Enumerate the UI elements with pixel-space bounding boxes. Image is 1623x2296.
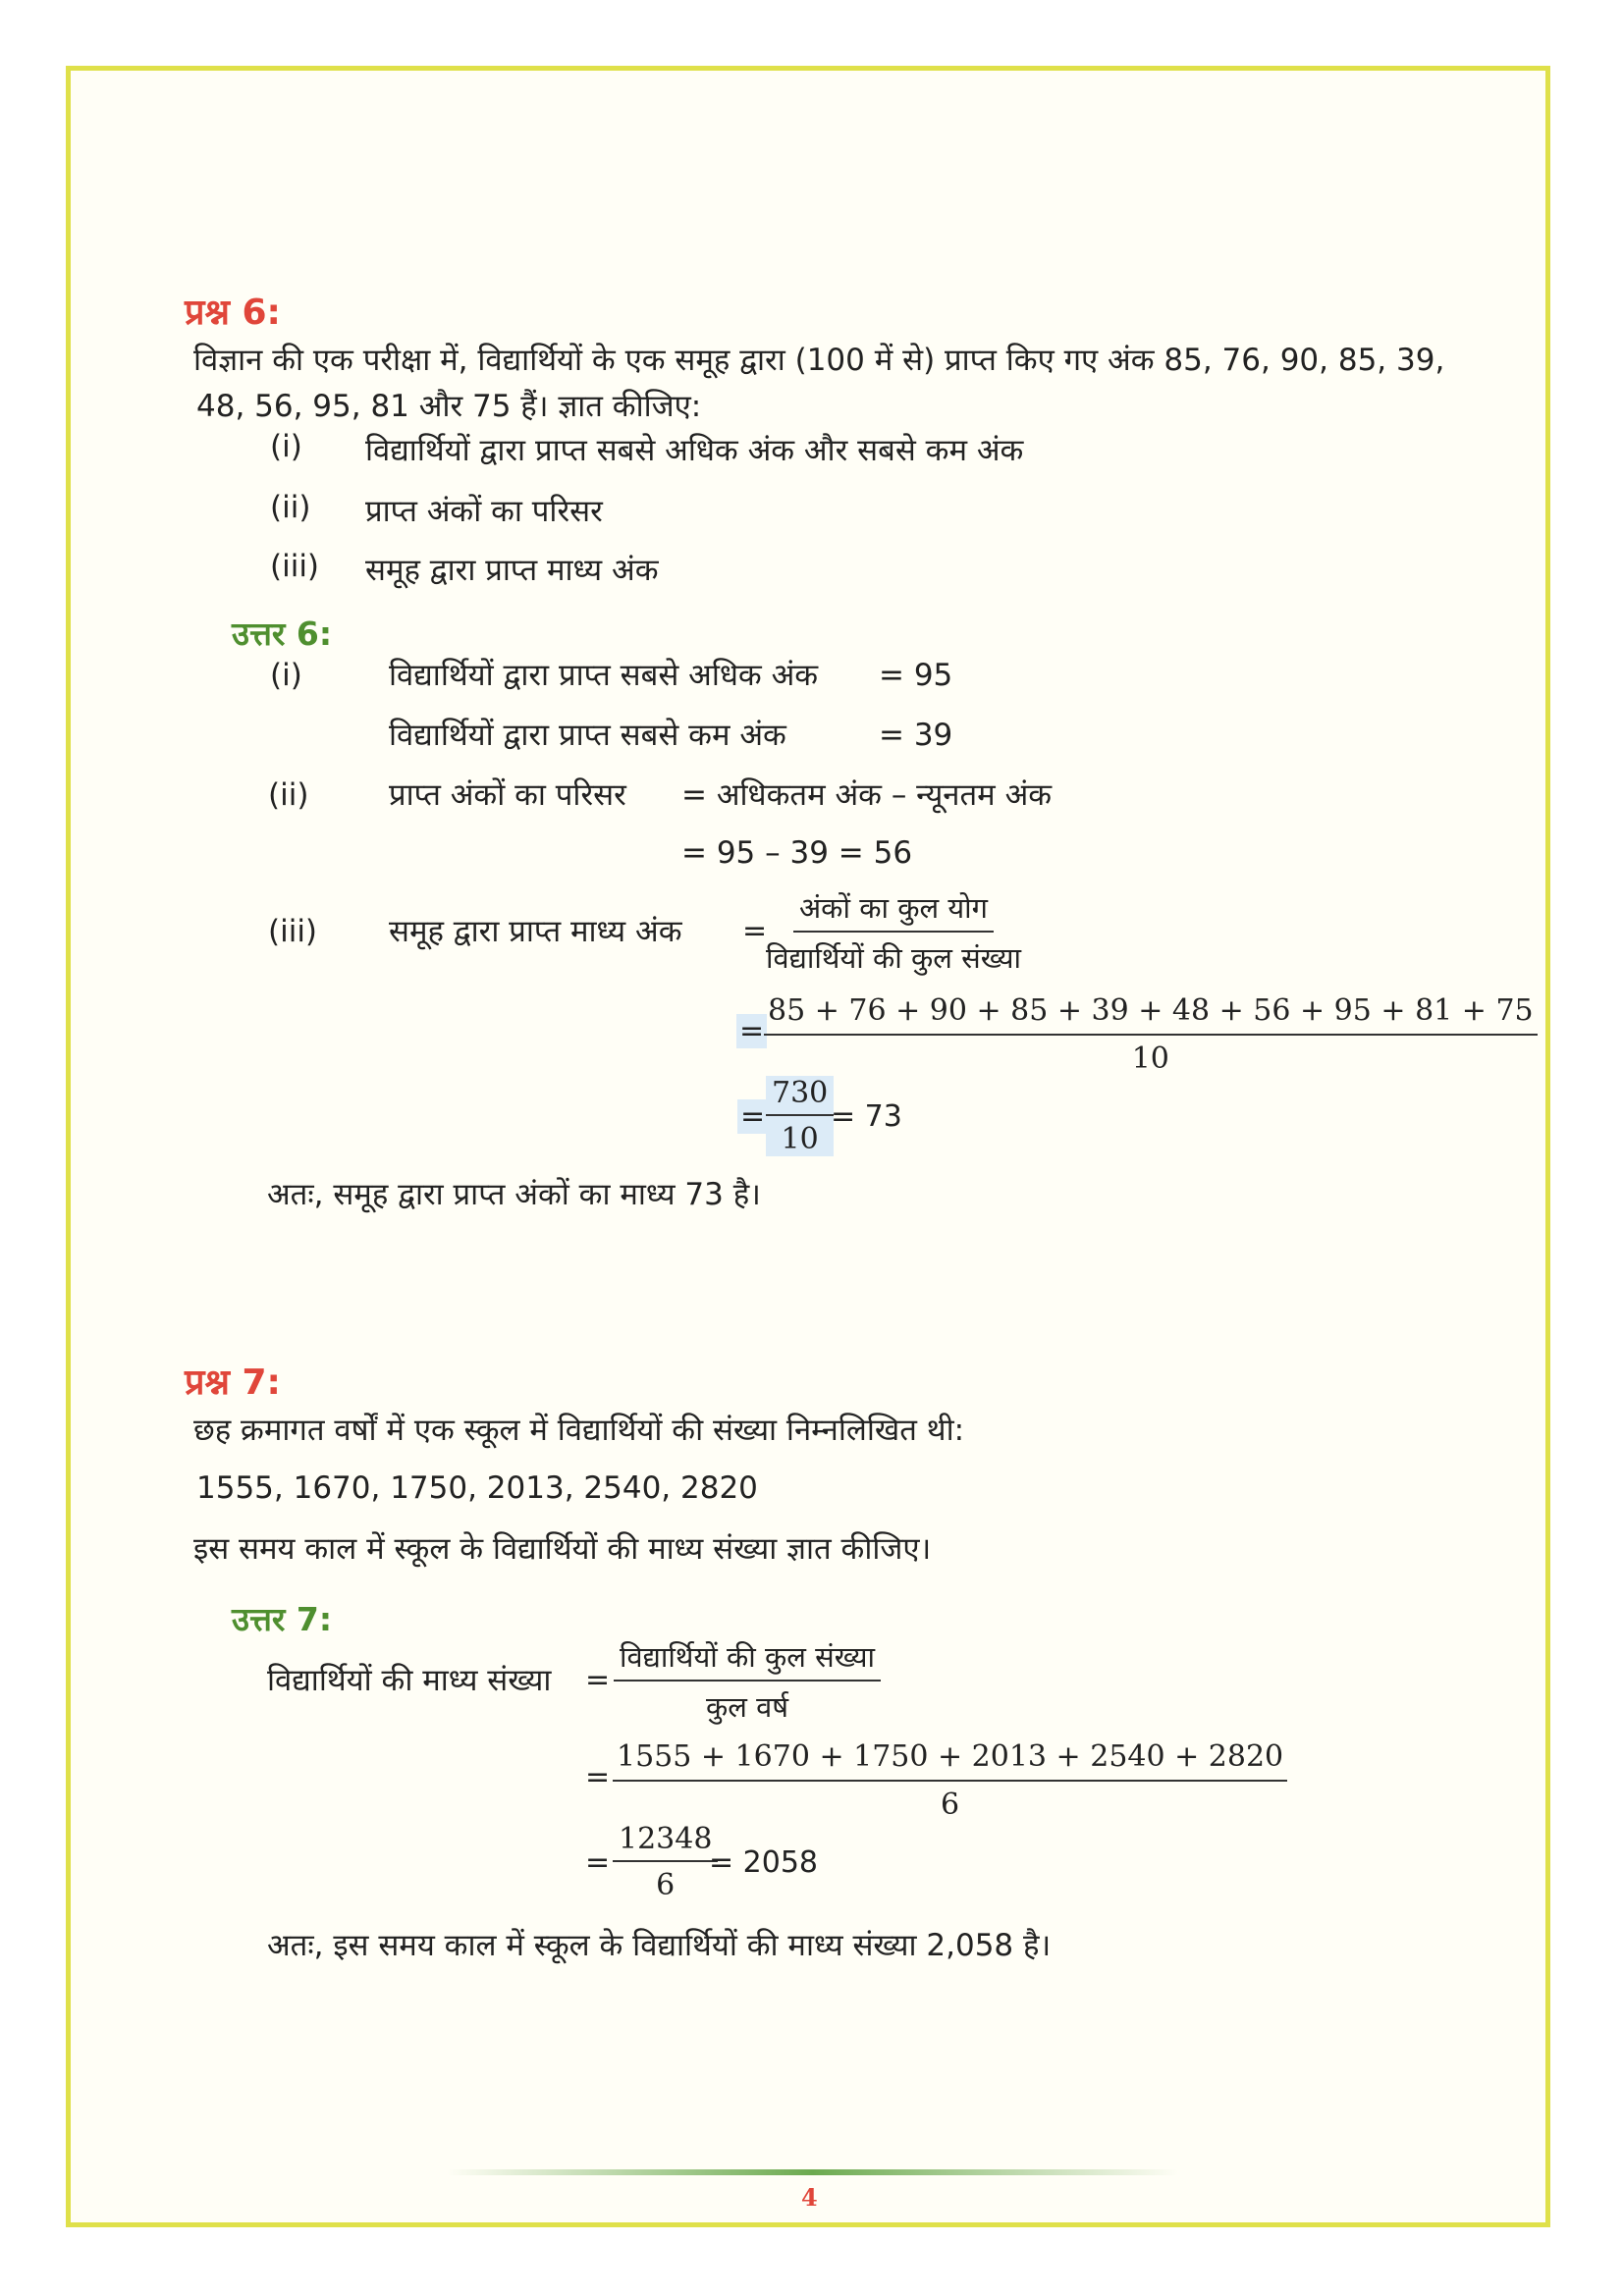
question-7-line1: छह क्रमागत वर्षों में एक स्कूल में विद्यार्थियों की संख्या निम्नलिखित थी: xyxy=(193,1413,965,1448)
a6-equals-sign-1: = xyxy=(742,914,768,948)
a7-total-denominator: 6 xyxy=(656,1868,676,1902)
page-number: 4 xyxy=(801,2183,818,2212)
a6-range-calculation: = 95 – 39 = 56 xyxy=(681,835,913,871)
a6-conclusion: अतः, समूह द्वारा प्राप्त अंकों का माध्य 73 है। xyxy=(267,1177,761,1212)
a6-mean-formula-numerator: अंकों का कुल योग xyxy=(793,888,994,933)
a7-mean-result: = 2058 xyxy=(709,1845,819,1880)
a7-equals-sign-2: = xyxy=(585,1760,611,1794)
q6-item-3-number: (iii) xyxy=(270,549,320,584)
q6-item-1-number: (i) xyxy=(270,429,302,464)
a7-sum-fraction xyxy=(613,1739,1287,1822)
footer-divider xyxy=(447,2169,1178,2175)
a6-lowest-marks-label: विद्यार्थियों द्वारा प्राप्त सबसे कम अंक xyxy=(389,718,786,753)
a7-equals-sign-3: = xyxy=(585,1845,611,1880)
answer-7-heading: उत्तर 7: xyxy=(232,1600,333,1638)
a6-highest-marks-value: = 95 xyxy=(879,658,953,693)
q6-item-2-number: (ii) xyxy=(270,490,311,525)
a6-total-denominator: 10 xyxy=(781,1122,819,1156)
a6-sum-denominator: 10 xyxy=(1131,1041,1169,1076)
a7-mean-label: विद्यार्थियों की माध्य संख्या xyxy=(267,1663,552,1698)
a6-mean-label: समूह द्वारा प्राप्त माध्य अंक xyxy=(389,914,682,949)
a6-total-fraction xyxy=(766,1076,834,1156)
a7-mean-formula-denominator: कुल वर्ष xyxy=(706,1690,789,1724)
a6-sum-numerator: 85 + 76 + 90 + 85 + 39 + 48 + 56 + 95 + 81 + 75 xyxy=(764,993,1538,1036)
question-7-line3: इस समय काल में स्कूल के विद्यार्थियों की माध्य संख्या ज्ञात कीजिए। xyxy=(193,1531,932,1567)
a6-mean-formula-denominator: विद्यार्थियों की कुल संख्या xyxy=(766,941,1022,975)
a7-conclusion: अतः, इस समय काल में स्कूल के विद्यार्थियों की माध्य संख्या 2,058 है। xyxy=(267,1928,1052,1963)
a7-sum-denominator: 6 xyxy=(941,1788,960,1822)
question-7-heading: प्रश्न 7: xyxy=(185,1362,281,1403)
question-7-data-values: 1555, 1670, 1750, 2013, 2540, 2820 xyxy=(196,1470,758,1506)
a7-total-numerator: 12348 xyxy=(613,1822,718,1862)
q6-item-3-text: समूह द्वारा प्राप्त माध्य अंक xyxy=(365,553,659,588)
answer-6-heading: उत्तर 6: xyxy=(232,614,333,653)
a6-part-iii-number: (iii) xyxy=(268,914,318,949)
a6-mean-formula-fraction xyxy=(766,888,1021,977)
a6-mean-result: = 73 xyxy=(831,1099,902,1134)
question-6-heading: प्रश्न 6: xyxy=(185,293,281,333)
a7-mean-formula-numerator: विद्यार्थियों की कुल संख्या xyxy=(614,1637,881,1682)
a7-equals-sign-1: = xyxy=(585,1663,611,1697)
a6-range-label: प्राप्त अंकों का परिसर xyxy=(389,777,626,813)
a7-sum-numerator: 1555 + 1670 + 1750 + 2013 + 2540 + 2820 xyxy=(613,1739,1287,1782)
a6-lowest-marks-value: = 39 xyxy=(879,718,953,753)
a6-sum-fraction xyxy=(764,993,1538,1076)
q6-item-1-text: विद्यार्थियों द्वारा प्राप्त सबसे अधिक अंक और सबसे कम अंक xyxy=(365,433,1024,468)
a6-total-numerator: 730 xyxy=(766,1076,834,1116)
a7-total-fraction xyxy=(613,1822,718,1902)
q6-item-2-text: प्राप्त अंकों का परिसर xyxy=(365,494,603,529)
a6-part-ii-number: (ii) xyxy=(268,777,309,813)
question-6-text-line1: विज्ञान की एक परीक्षा में, विद्यार्थियों के एक समूह द्वारा (100 में से) प्राप्त किए गए अंक 85, 76, 90, 85, 39, xyxy=(193,343,1445,378)
a6-equals-sign-3: = xyxy=(737,1099,768,1134)
a6-highest-marks-label: विद्यार्थियों द्वारा प्राप्त सबसे अधिक अंक xyxy=(389,658,819,693)
question-6-text-line2: 48, 56, 95, 81 और 75 हैं। ज्ञात कीजिए: xyxy=(196,389,702,424)
a6-equals-sign-2: = xyxy=(736,1014,767,1048)
a6-part-i-number: (i) xyxy=(270,658,302,693)
a7-mean-formula-fraction xyxy=(614,1637,881,1726)
a6-range-expression: = अधिकतम अंक – न्यूनतम अंक xyxy=(681,777,1053,813)
